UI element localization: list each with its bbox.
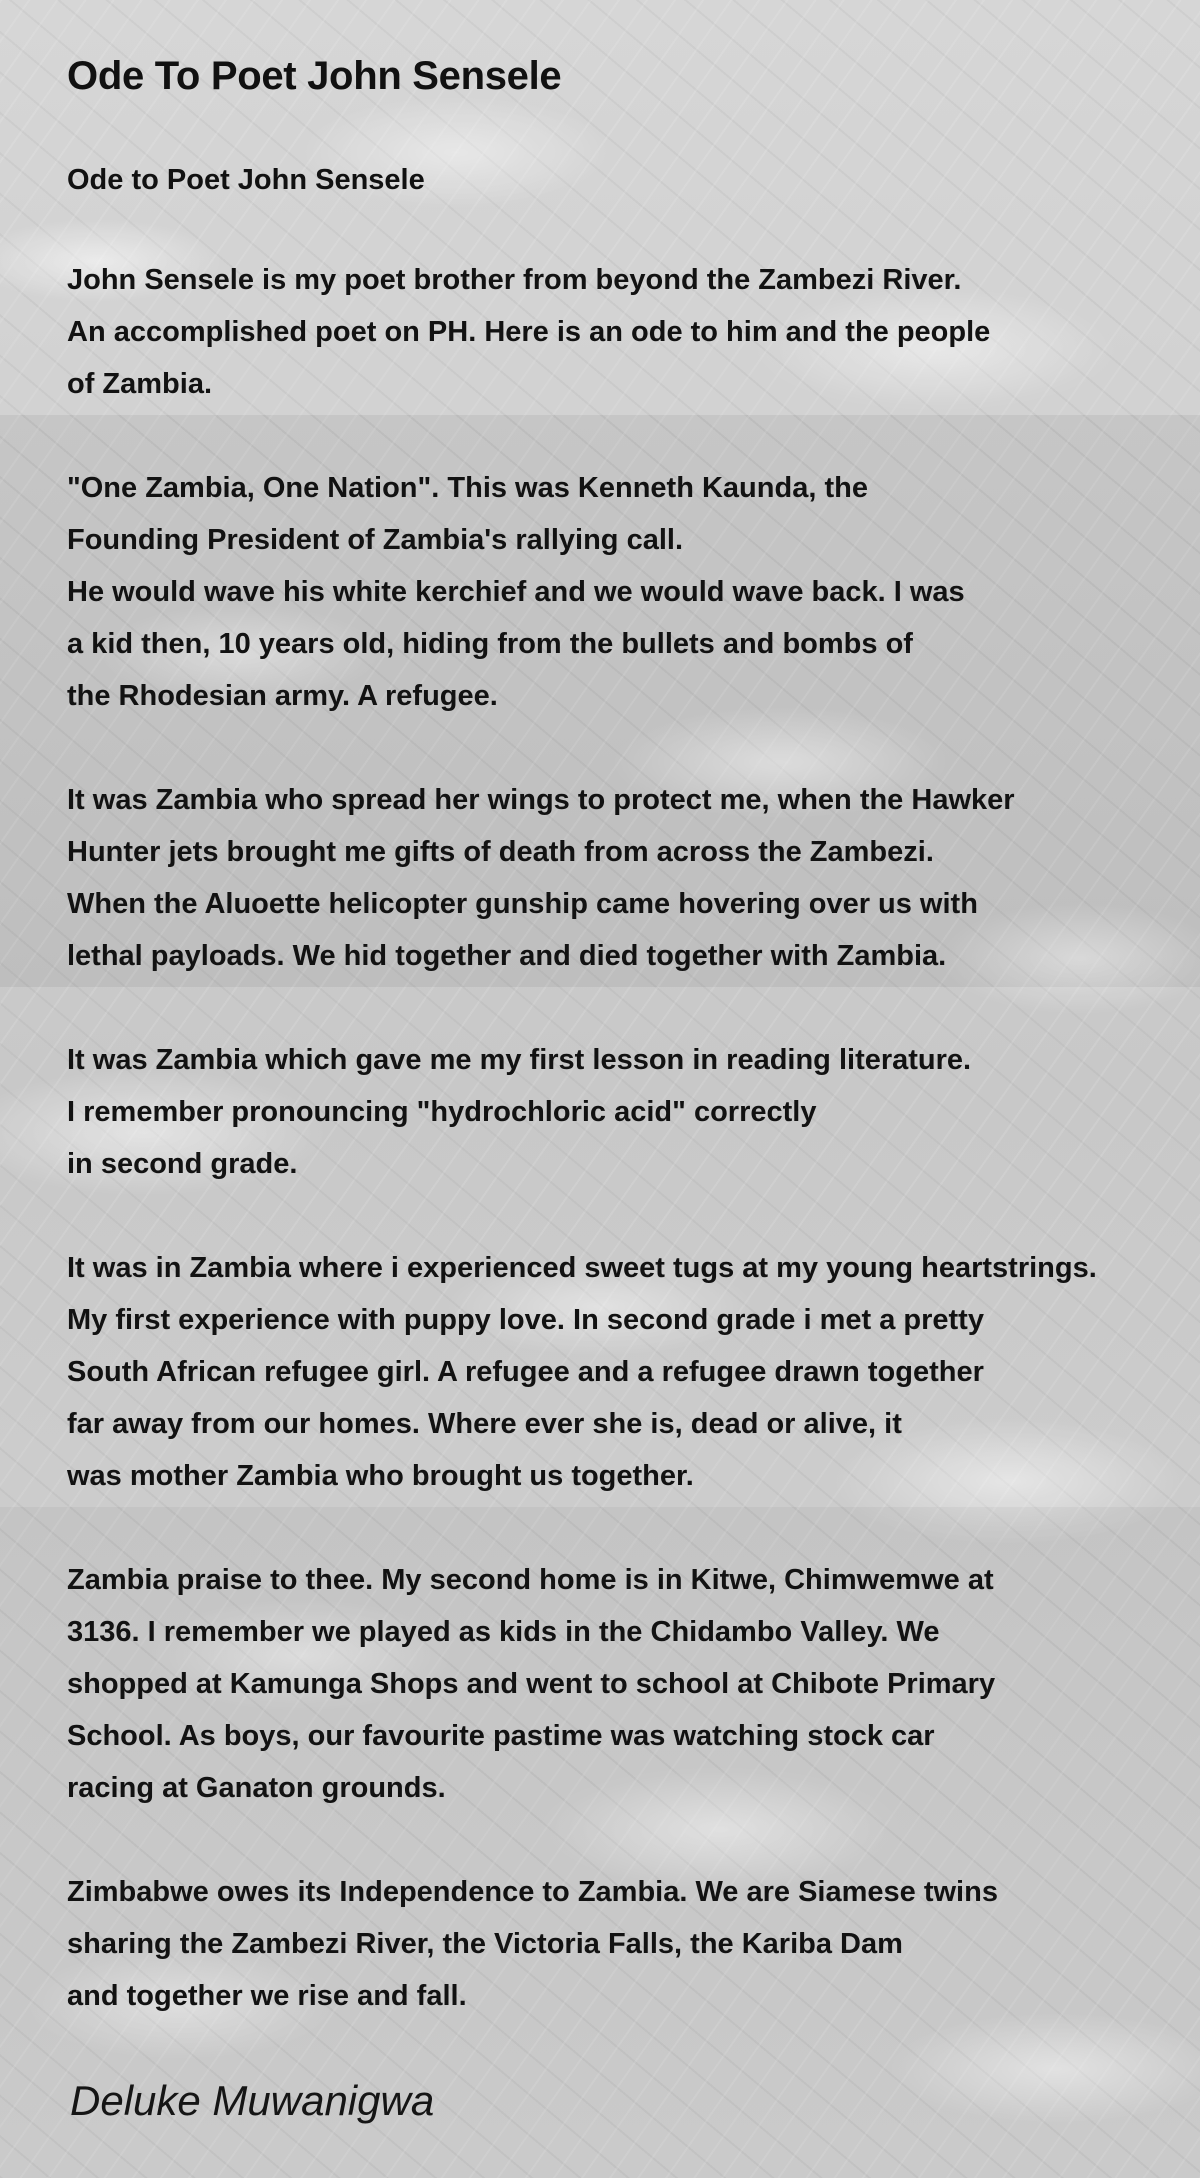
- poem-line: was mother Zambia who brought us together.: [67, 1460, 694, 1492]
- poem-line: An accomplished poet on PH. Here is an ode to him and the people: [67, 316, 991, 348]
- poem-line: of Zambia.: [67, 368, 213, 400]
- poem-line: Hunter jets brought me gifts of death from across the Zambezi.: [67, 836, 934, 868]
- stanza-break: [67, 722, 1200, 774]
- stanza-break: [67, 1190, 1200, 1242]
- poem-line: the Rhodesian army. A refugee.: [67, 680, 498, 712]
- stanza-break: [67, 1814, 1200, 1866]
- poem-line: far away from our homes. Where ever she is, dead or alive, it: [67, 1408, 902, 1440]
- poem-line: lethal payloads. We hid together and died together with Zambia.: [67, 940, 947, 972]
- poem-line: He would wave his white kerchief and we would wave back. I was: [67, 576, 965, 608]
- poem-line: a kid then, 10 years old, hiding from the bullets and bombs of: [67, 628, 913, 660]
- poem-card: [67, 52, 1200, 2022]
- poem-body: [67, 202, 1200, 2022]
- poem-line: It was Zambia which gave me my first lesson in reading literature.: [67, 1044, 972, 1076]
- poem-line: It was Zambia who spread her wings to protect me, when the Hawker: [67, 784, 1015, 816]
- poem-line: When the Aluoette helicopter gunship came hovering over us with: [67, 888, 978, 920]
- stanza-break: [67, 982, 1200, 1034]
- poem-line: 3136. I remember we played as kids in the Chidambo Valley. We: [67, 1616, 940, 1648]
- poem-line: "One Zambia, One Nation". This was Kenneth Kaunda, the: [67, 472, 868, 504]
- poem-line: Zambia praise to thee. My second home is in Kitwe, Chimwemwe at: [67, 1564, 994, 1596]
- poem-line: Founding President of Zambia's rallying call.: [67, 524, 683, 556]
- poem-line: and together we rise and fall.: [67, 1980, 467, 2012]
- poem-line: in second grade.: [67, 1148, 298, 1180]
- poem-line: Zimbabwe owes its Independence to Zambia. We are Siamese twins: [67, 1876, 998, 1908]
- poem-line: School. As boys, our favourite pastime was watching stock car: [67, 1720, 935, 1752]
- poem-author: Deluke Muwanigwa: [70, 2077, 435, 2124]
- poem-line: sharing the Zambezi River, the Victoria Falls, the Kariba Dam: [67, 1928, 903, 1960]
- poem-line: racing at Ganaton grounds.: [67, 1772, 446, 1804]
- poem-line: I remember pronouncing "hydrochloric acid" correctly: [67, 1096, 817, 1128]
- poem-heading: Ode to Poet John Sensele: [67, 164, 425, 196]
- poem-line: My first experience with puppy love. In second grade i met a pretty: [67, 1304, 984, 1336]
- stanza-break: [67, 202, 1200, 254]
- poem-line: shopped at Kamunga Shops and went to school at Chibote Primary: [67, 1668, 996, 1700]
- poem-line: South African refugee girl. A refugee and a refugee drawn together: [67, 1356, 984, 1388]
- stanza-break: [67, 410, 1200, 462]
- poem-title: Ode To Poet John Sensele: [67, 54, 562, 98]
- poem-line: John Sensele is my poet brother from beyond the Zambezi River.: [67, 264, 962, 296]
- stanza-break: [67, 1502, 1200, 1554]
- poem-line: It was in Zambia where i experienced sweet tugs at my young heartstrings.: [67, 1252, 1097, 1284]
